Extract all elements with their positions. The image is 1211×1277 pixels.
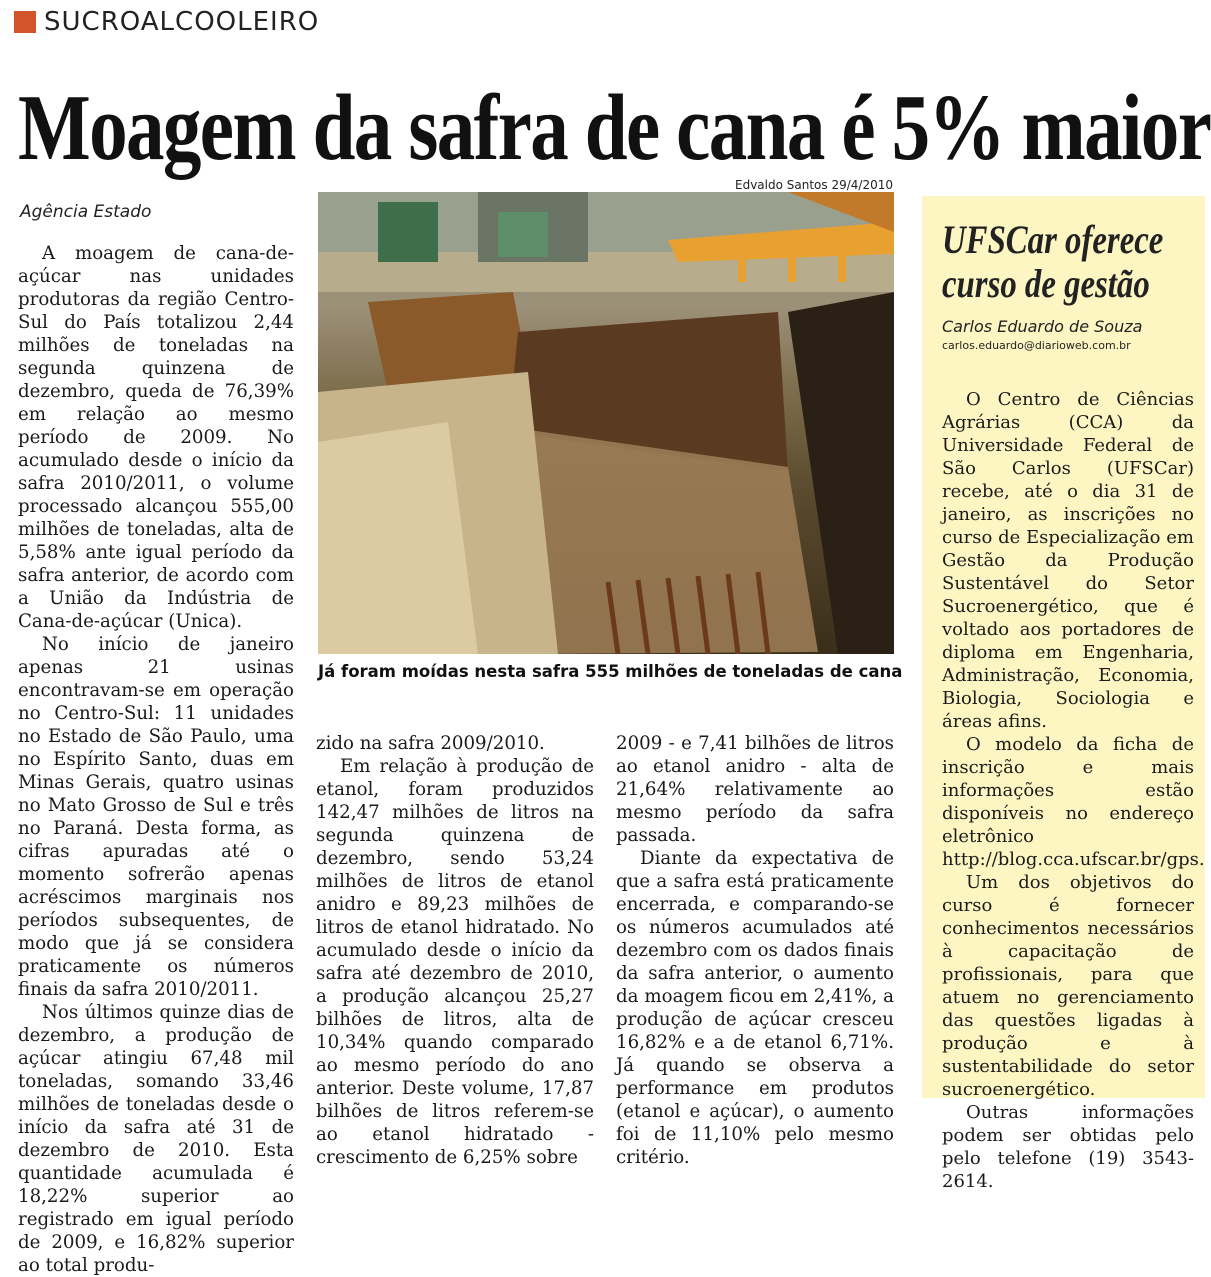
article-paragraph: No início de janeiro apenas 21 usinas encontravam-se em operação no Centro-Sul: 11 unidades no Estado de São Paulo, uma no Espírito Santo, duas em Minas Gerais, quatro usinas no Mato Grosso de Sul e três no Paraná. Desta forma, as cifras apuradas até o momento sofrerão apenas acréscimos marginais nos períodos subsequentes, de modo que já se considera praticamente os números finais da safra 2010/2011. [18, 634, 294, 1000]
sidebar-author: Carlos Eduardo de Souza [942, 317, 1143, 336]
sugarcane-photo [318, 192, 894, 654]
photo-caption: Já foram moídas nesta safra 555 milhões de toneladas de cana [318, 662, 903, 681]
photo-credit: Edvaldo Santos 29/4/2010 [735, 178, 893, 192]
sidebar-paragraph: O Centro de Ciências Agrárias (CCA) da Universidade Federal de São Carlos (UFSCar) recebe, até o dia 31 de janeiro, as inscrições no curso de Especialização em Gestão da Produção Sustentável do Setor Sucroenergético, que é voltado aos portadores de diploma em Engenharia, Administração, Economia, Biologia, Sociologia e áreas afins. [942, 389, 1194, 732]
article-paragraph: Em relação à produção de etanol, foram produzidos 142,47 milhões de litros na segunda quinzena de dezembro, sendo 53,24 milhões de litros de etanol anidro e 89,23 milhões de litros de etanol hidratado. No acumulado desde o início da safra até dezembro de 2010, a produção alcançou 25,27 bilhões de litros, alta de 10,34% quando comparado ao mesmo período do ano anterior. Deste volume, 17,87 bilhões de litros referem-se ao etanol hidratado - crescimento de 6,25% sobre [316, 756, 594, 1168]
article-column-1 [18, 242, 294, 1277]
section-label: SUCROALCOOLEIRO [44, 7, 320, 37]
sidebar-paragraph: O modelo da ficha de inscrição e mais informações estão disponíveis no endereço eletrônico http://blog.cca.ufscar.br/gps. [942, 734, 1205, 870]
article-paragraph-continued: 2009 - e 7,41 bilhões de litros ao etanol anidro - alta de 21,64% relativamente ao mesmo período da safra passada. [616, 733, 894, 846]
sidebar-title-line-2: curso de gestão [942, 261, 1150, 306]
sidebar-title [942, 217, 1164, 306]
section-header [14, 6, 319, 38]
article-column-3 [616, 732, 894, 1169]
byline: Agência Estado [20, 202, 152, 222]
article-paragraph: Diante da expectativa de que a safra está praticamente encerrada, e comparando-se os números acumulados até dezembro com os dados finais da safra anterior, o aumento da moagem ficou em 2,41%, a produção de açúcar cresceu 16,82% e a de etanol 6,71%. Já quando se observa a performance em produtos (etanol e açúcar), o aumento foi de 11,10% pelo mesmo critério. [616, 848, 894, 1168]
sidebar-paragraph: Outras informações podem ser obtidas pelo pelo telefone (19) 3543-2614. [942, 1102, 1194, 1192]
sidebar-body [942, 388, 1205, 1193]
section-marker [14, 11, 36, 33]
sugarcane-photo-illustration [318, 192, 894, 654]
sidebar-paragraph: Um dos objetivos do curso é fornecer conhecimentos necessários à capacitação de profissionais, para que atuem no gerenciamento das questões ligadas à produção e à sustentabilidade do setor sucroenergético. [942, 872, 1194, 1100]
sidebar-title-line-1: UFSCar oferece [942, 217, 1164, 262]
sidebar-box [922, 196, 1205, 1192]
article-column-2 [316, 732, 594, 1169]
headline: Moagem da safra de cana é 5% maior [18, 76, 1211, 180]
article-paragraph: A moagem de cana-de-açúcar nas unidades produtoras da região Centro-Sul do País totalizou 2,44 milhões de toneladas na segunda quinzena de dezembro, queda de 76,39% em relação ao mesmo período de 2009. No acumulado desde o início da safra 2010/2011, o volume processado alcançou 555,00 milhões de toneladas, alta de 5,58% ante igual período da safra anterior, de acordo com a União da Indústria de Cana-de-açúcar (Unica). [18, 243, 294, 632]
article-paragraph: Nos últimos quinze dias de dezembro, a produção de açúcar atingiu 67,48 mil toneladas, somando 33,46 milhões de toneladas desde o início da safra até 31 de dezembro de 2010. Esta quantidade acumulada é 18,22% superior ao registrado em igual período de 2009, e 16,82% superior ao total produ- [18, 1002, 294, 1276]
sidebar-email: carlos.eduardo@diarioweb.com.br [942, 339, 1131, 352]
article-paragraph-continued: zido na safra 2009/2010. [316, 733, 545, 754]
